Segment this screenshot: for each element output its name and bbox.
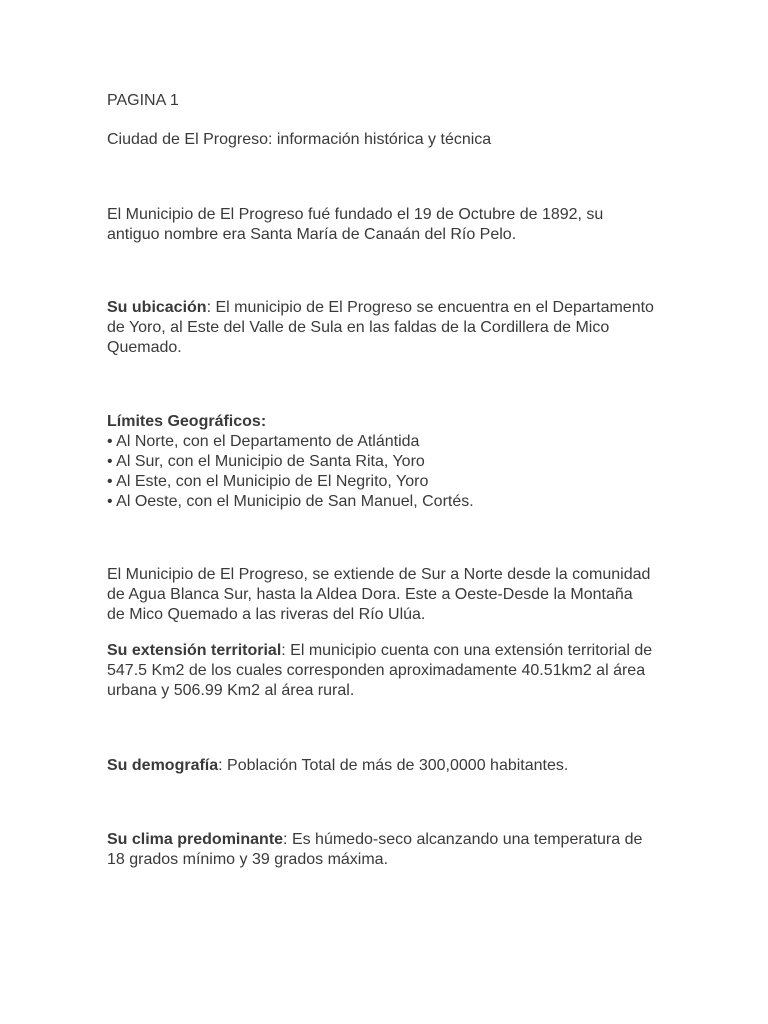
location-line: Su ubicación: El municipio de El Progreso se encuentra en el Departamento — [107, 299, 654, 316]
founding-paragraph — [107, 205, 667, 245]
demography-line: Su demografía: Población Total de más de 300,0000 habitantes. — [107, 757, 569, 774]
territory-line: urbana y 506.99 Km2 al área rural. — [107, 682, 355, 699]
limit-item: • Al Norte, con el Departamento de Atlántida — [107, 433, 420, 450]
territory-label: Su extensión territorial — [107, 642, 282, 659]
extent-paragraph — [107, 565, 667, 625]
extent-line: El Municipio de El Progreso, se extiende de Sur a Norte desde la comunidad — [107, 566, 651, 583]
demography-label: Su demografía — [107, 757, 219, 774]
climate-line: Su clima predominante: Es húmedo-seco alcanzando una temperatura de — [107, 831, 643, 848]
extent-line: de Agua Blanca Sur, hasta la Aldea Dora. Este a Oeste-Desde la Montaña — [107, 586, 633, 603]
location-line: Quemado. — [107, 339, 182, 356]
climate-label: Su clima predominante — [107, 831, 284, 848]
location-label: Su ubicación — [107, 299, 207, 316]
limit-item: • Al Oeste, con el Municipio de San Manuel, Cortés. — [107, 493, 474, 510]
founding-line: El Municipio de El Progreso fué fundado el 19 de Octubre de 1892, su — [107, 206, 604, 223]
territory-line: Su extensión territorial: El municipio cuenta con una extensión territorial de — [107, 642, 653, 659]
limits-section — [107, 412, 667, 512]
climate-paragraph — [107, 830, 667, 870]
climate-line: 18 grados mínimo y 39 grados máxima. — [107, 851, 389, 868]
territory-paragraph — [107, 641, 667, 701]
founding-line: antiguo nombre era Santa María de Canaán del Río Pelo. — [107, 226, 517, 243]
extent-line: de Mico Quemado a las riveras del Río Ulúa. — [107, 606, 426, 623]
document-title: Ciudad de El Progreso: información histórica y técnica — [107, 131, 492, 148]
demography-paragraph — [107, 756, 667, 776]
limit-item: • Al Sur, con el Municipio de Santa Rita, Yoro — [107, 453, 425, 470]
location-line: de Yoro, al Este del Valle de Sula en las faldas de la Cordillera de Mico — [107, 319, 610, 336]
territory-line: 547.5 Km2 de los cuales corresponden aproximadamente 40.51km2 al área — [107, 662, 646, 679]
location-paragraph — [107, 298, 667, 358]
page-label: PAGINA 1 — [107, 92, 179, 109]
limit-item: • Al Este, con el Municipio de El Negrito, Yoro — [107, 473, 429, 490]
limits-heading: Límites Geográficos: — [107, 413, 267, 430]
